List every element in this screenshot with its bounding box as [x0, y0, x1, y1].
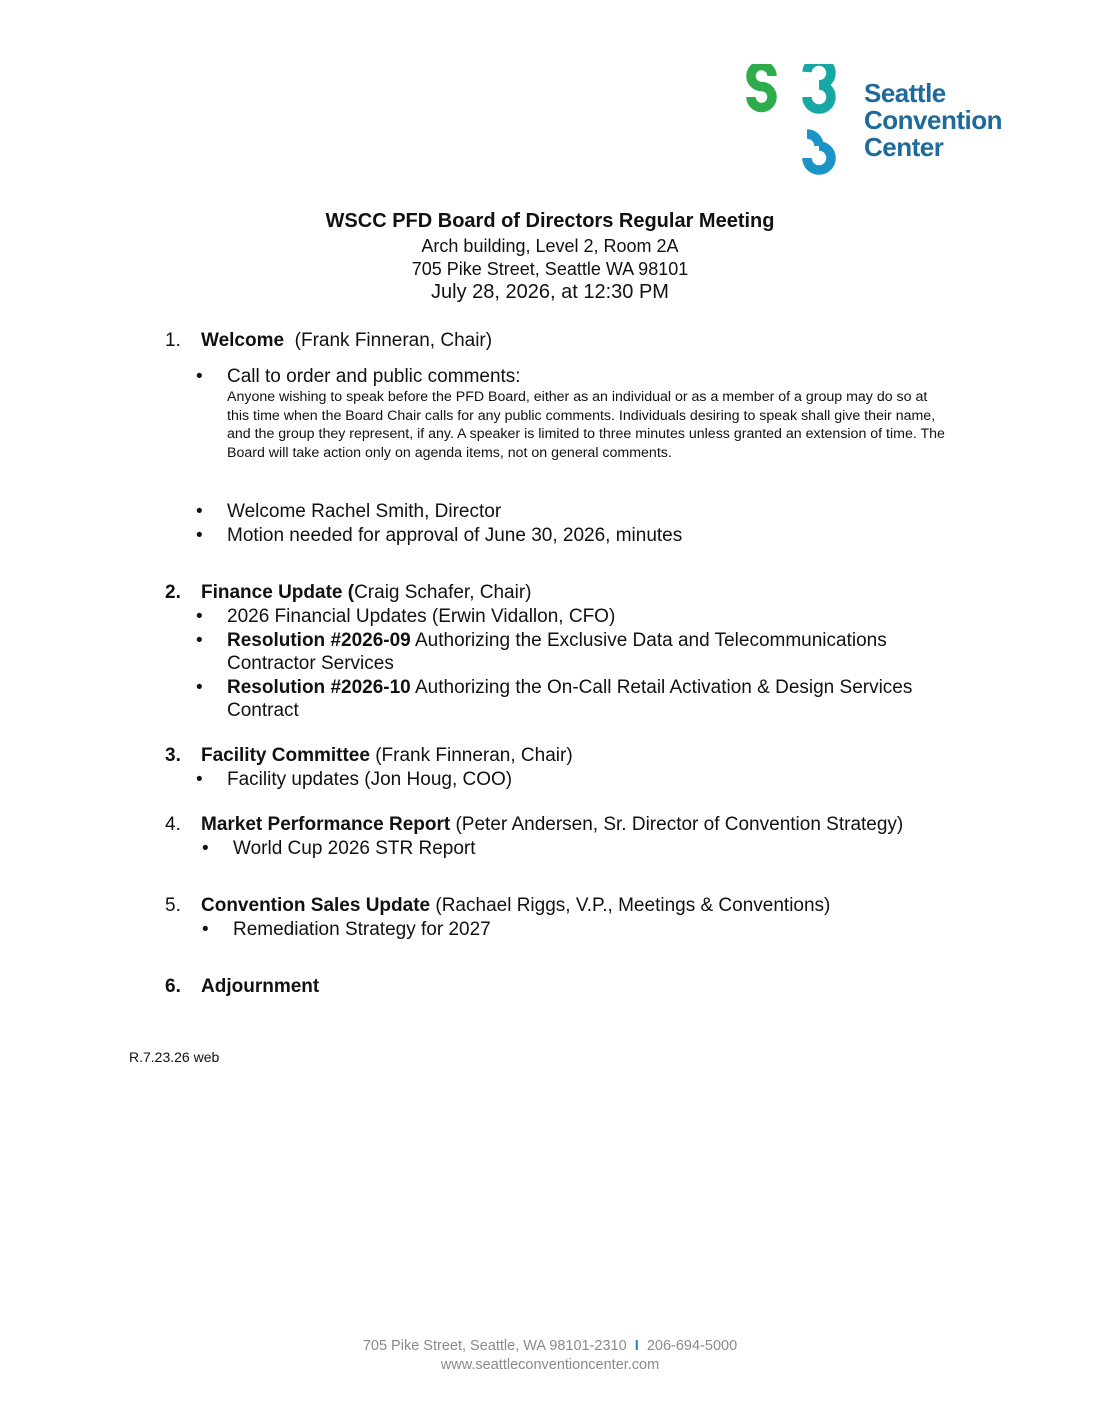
item-presenter: (Frank Finneran, Chair) [369, 745, 573, 766]
bullet-glyph: • [196, 525, 203, 546]
bullet-glyph: • [202, 919, 209, 940]
resolution-text-cont: Contractor Services [227, 653, 394, 674]
meeting-title: WSCC PFD Board of Directors Regular Meeting [325, 210, 775, 232]
footer-separator: I [634, 1338, 639, 1354]
item-number: 6. [165, 976, 181, 997]
agenda-item-convention-sales [165, 895, 830, 917]
bullet-text: World Cup 2026 STR Report [233, 838, 476, 859]
revision-code: R.7.23.26 web [129, 1049, 220, 1065]
bullet-glyph: • [202, 838, 209, 859]
bullet-glyph: • [196, 606, 203, 627]
item-number: 4. [165, 814, 181, 835]
logo-text-line3: Center [864, 132, 944, 162]
agenda-item-facility [165, 745, 573, 767]
item-title: Facility Committee [201, 745, 370, 766]
bullet-text: Facility updates (Jon Houg, COO) [227, 769, 513, 790]
seattle-convention-center-logo [740, 64, 1020, 182]
footer-contact [0, 1338, 1100, 1354]
item-presenter: (Rachael Riggs, V.P., Meetings & Conventions) [430, 895, 831, 916]
meeting-date: July 28, 2026, at 12:30 PM [431, 281, 669, 303]
bullet-glyph: • [196, 501, 203, 522]
agenda-item-market-performance [165, 814, 903, 836]
resolution-text-cont: Contract [227, 700, 299, 721]
item-number: 3. [165, 745, 181, 766]
bullet-glyph: • [196, 769, 203, 790]
item-title: Adjournment [201, 976, 320, 997]
footer-address: 705 Pike Street, Seattle, WA 98101-2310 [362, 1338, 627, 1354]
bullet-text: 2026 Financial Updates (Erwin Vidallon, CFO) [227, 606, 616, 627]
bullet-glyph: • [196, 366, 203, 387]
resolution-number: Resolution #2026-09 [227, 630, 411, 651]
bullet-glyph: • [196, 677, 203, 698]
item-presenter: Craig Schafer, Chair) [354, 582, 532, 603]
public-comment-note: Anyone wishing to speak before the PFD Board, either as an individual or as a member of a group may do so at this time when the Board Chair calls for any public comments. Individuals desiring to speak shall give their name, and the group they represent, if any. A speaker is limited to three minutes unless granted an extension of time. The Board will take action only on agenda items, not on general comments. [227, 389, 945, 461]
logo-wordmark [864, 80, 1002, 161]
item-number: 1. [165, 330, 181, 351]
agenda-item-adjournment [165, 976, 319, 998]
item-presenter: (Frank Finneran, Chair) [294, 330, 493, 351]
bullet-text: Remediation Strategy for 2027 [233, 919, 491, 940]
resolution-text: Authorizing the On-Call Retail Activation & Design Services [410, 677, 913, 698]
item-presenter: (Peter Andersen, Sr. Director of Convention Strategy) [450, 814, 904, 835]
logo-text-line1: Seattle [864, 78, 946, 108]
item-title: Market Performance Report [201, 814, 451, 835]
footer-phone: 206-694-5000 [646, 1338, 738, 1354]
logo-text-line2: Convention [864, 105, 1002, 135]
bullet-text: Call to order and public comments: [227, 366, 521, 387]
item-number: 5. [165, 895, 181, 916]
item-title: Finance Update ( [201, 582, 355, 603]
bullet-text: Motion needed for approval of June 30, 2026, minutes [227, 525, 683, 546]
bullet-glyph: • [196, 630, 203, 651]
bullet-text: Welcome Rachel Smith, Director [227, 501, 502, 522]
meeting-location: Arch building, Level 2, Room 2A [421, 236, 679, 256]
logo-mark-icon [740, 64, 850, 182]
resolution-number: Resolution #2026-10 [227, 677, 411, 698]
resolution-text: Authorizing the Exclusive Data and Telecommunications [410, 630, 887, 651]
agenda-item-finance [165, 582, 531, 604]
item-title: Convention Sales Update [201, 895, 431, 916]
agenda-item-welcome [165, 330, 492, 352]
item-number: 2. [165, 582, 181, 603]
item-title: Welcome [201, 330, 285, 351]
footer-website: www.seattleconventioncenter.com [440, 1357, 660, 1373]
meeting-address: 705 Pike Street, Seattle WA 98101 [411, 259, 689, 279]
